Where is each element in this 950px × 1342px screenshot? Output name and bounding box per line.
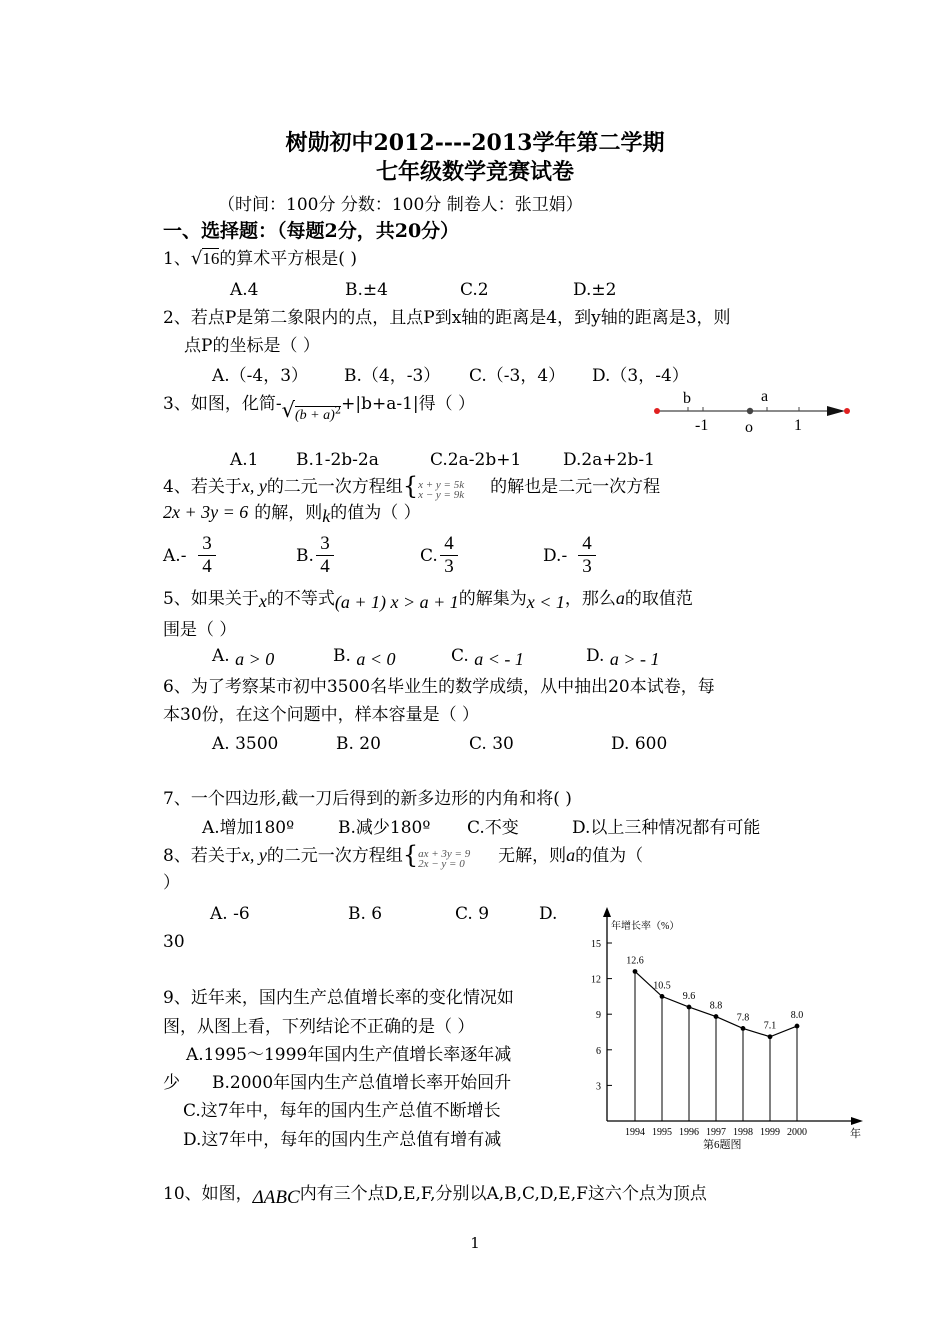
q10-text-post: 内有三个点D,E,F,分别以A,B,C,D,E,F这六个点为顶点	[299, 1184, 707, 1204]
q1-stem	[163, 249, 357, 269]
y-tick-label: 6	[596, 1045, 601, 1057]
q2-option-c: C.（-3，4）	[469, 366, 566, 386]
section-heading: 一、选择题：（每题2分，共20分）	[163, 220, 460, 242]
q9-option-a-continued: 少	[163, 1073, 180, 1093]
q5-a-label: A.	[212, 646, 230, 666]
q7-option-b: B.减少180º	[338, 818, 431, 838]
q3-stem	[163, 394, 475, 426]
q8-option-c: C. 9	[455, 904, 490, 924]
data-label: 7.8	[736, 1012, 750, 1024]
data-point	[660, 994, 665, 999]
q5-d-label: D.	[586, 646, 605, 666]
q6-line-2: 本30份，在这个问题中，样本容量是（ ）	[163, 705, 480, 725]
y-axis-arrow-icon	[603, 907, 611, 917]
y-axis-label: 年增长率（%）	[611, 921, 680, 932]
data-point	[795, 1024, 800, 1029]
q8-sys-eq1: ax + 3y = 9	[418, 848, 471, 860]
q5-option-a	[212, 646, 274, 669]
q10-line-1	[163, 1184, 707, 1208]
q8-line-1	[163, 841, 644, 870]
growth-rate-chart	[575, 905, 870, 1155]
q7-line-1: 7、一个四边形,截一刀后得到的新多边形的内角和将( )	[163, 789, 572, 809]
q4-text-pre: 4、若关于	[163, 477, 242, 497]
q5-option-c	[451, 646, 524, 669]
x-tick-label: 1997	[706, 1127, 726, 1138]
q7-option-c: C.不变	[467, 818, 519, 838]
q4-a-prefix: A.	[163, 546, 181, 566]
q4-option-c-fraction	[440, 533, 458, 578]
q10-triangle: ΔABC	[252, 1187, 300, 1208]
y-tick-label: 12	[591, 974, 601, 986]
q5-text-mid3: ，那么	[564, 589, 616, 609]
q4-a-minus: -	[180, 546, 187, 566]
q5-line-1	[163, 588, 693, 612]
q4-line-1	[163, 472, 661, 501]
q5-d-value: a > - 1	[609, 649, 660, 669]
q3-option-a: A.1	[230, 450, 259, 470]
title-line-2: 七年级数学竞赛试卷	[375, 159, 574, 185]
q4-d-prefix: D.	[543, 546, 562, 566]
q1-option-d: D.±2	[573, 280, 617, 300]
data-label: 7.1	[763, 1020, 777, 1032]
y-tick-label: 3	[596, 1081, 601, 1093]
x-tick-label: 1999	[760, 1127, 780, 1138]
q3-radicand-text: (b + a)	[294, 408, 335, 423]
q8-system	[418, 849, 498, 869]
q6-option-b: B. 20	[336, 734, 381, 754]
label-1: 1	[794, 417, 802, 434]
q4-sys-eq2: x − y = 9k	[418, 489, 465, 501]
q1-option-a: A.4	[230, 280, 259, 300]
q4-a-num: 3	[198, 533, 216, 556]
left-endpoint	[654, 408, 660, 414]
q1-number: 1、	[163, 249, 191, 269]
q8-option-b: B. 6	[348, 904, 383, 924]
q3-text-pre: 3、如图，化简-	[163, 394, 282, 414]
q2-line-1: 2、若点P是第二象限内的点，且点P到x轴的距离是4，到y轴的距离是3，则	[163, 308, 731, 328]
y-tick-label: 15	[591, 939, 601, 950]
q4-d-num: 4	[578, 533, 596, 556]
q5-line-2: 围是（ ）	[163, 620, 237, 640]
sqrt-sign: √	[281, 398, 295, 422]
q3-option-c: C.2a-2b+1	[430, 450, 522, 470]
q2-line-2: 点P的坐标是（ ）	[184, 336, 320, 356]
data-point	[768, 1034, 773, 1039]
q5-solution: x < 1	[526, 592, 565, 612]
q5-text-mid2: 的解集为	[458, 589, 527, 609]
q4-equation: 2x + 3y = 6	[163, 502, 249, 522]
right-endpoint	[844, 408, 850, 414]
q6-option-c: C. 30	[469, 734, 514, 754]
q8-text-mid: 的二元一次方程组	[266, 846, 403, 866]
y-tick-label: 9	[596, 1010, 601, 1022]
q4-text-post: 的解也是二元一次方程	[490, 477, 661, 497]
q4-c-num: 4	[440, 533, 458, 556]
sqrt-sign: √	[190, 248, 203, 269]
q9-option-c: C.这7年中，每年的国内生产总值不断增长	[183, 1101, 501, 1121]
q4-text-mid: 的二元一次方程组	[266, 477, 403, 497]
q4-option-b-label: B.	[296, 546, 314, 566]
x-tick-label: 1995	[652, 1127, 672, 1138]
q2-option-d: D.（3，-4）	[592, 366, 689, 386]
q4-option-a-label	[163, 546, 186, 566]
q3-text-post: +|b+a-1|得（ ）	[341, 394, 476, 414]
q8-text-post: 无解，则	[498, 846, 567, 866]
q8-option-a: A. -6	[210, 904, 250, 924]
q8-line-2: ）	[163, 873, 180, 893]
q9-line-2: 图，从图上看，下列结论不正确的是（ ）	[163, 1017, 475, 1037]
q4-line2-post: 的值为（ ）	[330, 503, 421, 523]
q4-option-b-fraction	[316, 533, 334, 578]
label-o: o	[745, 419, 753, 435]
q6-option-a: A. 3500	[212, 734, 279, 754]
q4-d-den: 3	[582, 556, 592, 577]
q5-x: x	[258, 591, 267, 611]
data-label: 8.8	[709, 1000, 723, 1012]
q4-line2-mid: 的解，则	[254, 503, 323, 523]
q3-exponent: 2	[334, 405, 342, 417]
q5-b-label: B.	[333, 646, 351, 666]
q7-option-d: D.以上三种情况都有可能	[572, 818, 761, 838]
q8-brace: {	[402, 841, 419, 869]
data-label: 8.0	[790, 1010, 804, 1022]
q5-option-b	[333, 646, 395, 669]
label-b: b	[683, 390, 691, 407]
q4-option-c-label: C.	[420, 546, 438, 566]
data-point	[687, 1005, 692, 1010]
q3-number-line	[645, 385, 855, 435]
q1-option-c: C.2	[460, 280, 489, 300]
q5-text-pre: 5、如果关于	[163, 589, 259, 609]
q2-option-a: A.（-4，3）	[212, 366, 309, 386]
x-tick-label: 1996	[679, 1127, 699, 1138]
data-label: 10.5	[653, 980, 671, 992]
chart-caption: 第6题图	[703, 1139, 742, 1151]
q4-a-den: 4	[202, 556, 212, 577]
q4-c-den: 3	[444, 556, 454, 577]
q4-b-num: 3	[316, 533, 334, 556]
q5-text-post: 的取值范	[624, 589, 693, 609]
q4-d-minus: -	[561, 546, 568, 566]
data-point	[714, 1014, 719, 1019]
q8-option-d-continued: 30	[163, 932, 185, 952]
q3-option-b: B.1-2b-2a	[296, 450, 379, 470]
q5-a: a	[615, 588, 625, 608]
x-tick-label: 2000	[787, 1127, 807, 1138]
q5-a-value: a > 0	[235, 649, 275, 669]
q4-sys-eq1: x + y = 5k	[418, 479, 465, 491]
q4-line-2	[163, 502, 421, 526]
data-label: 9.6	[682, 991, 696, 1003]
q7-option-a: A.增加180º	[202, 818, 295, 838]
arrow-head-icon	[827, 406, 845, 416]
x-axis-unit: 年	[850, 1128, 861, 1140]
origin-point	[747, 408, 753, 414]
x-tick-label: 1994	[625, 1127, 645, 1138]
data-point	[633, 969, 638, 974]
q1-option-b: B.±4	[345, 280, 388, 300]
q1-text: 的算术平方根是( )	[219, 249, 357, 269]
q4-option-a-fraction	[198, 533, 216, 578]
q2-option-b: B.（4，-3）	[344, 366, 441, 386]
q8-option-d: D.	[539, 904, 558, 924]
q4-option-d-label	[543, 546, 567, 566]
exam-info: （时间：100分 分数：100分 制卷人：张卫娟）	[218, 195, 583, 215]
page-number: 1	[470, 1234, 480, 1252]
data-point	[741, 1026, 746, 1031]
x-tick-label: 1998	[733, 1127, 753, 1138]
q3-radicand	[295, 406, 341, 423]
label-a: a	[761, 388, 769, 405]
q9-option-b: B.2000年国内生产总值增长率开始回升	[212, 1073, 512, 1093]
q8-vars: x, y	[241, 845, 267, 865]
q4-brace: {	[402, 472, 419, 500]
q5-text-mid: 的不等式	[266, 589, 335, 609]
q6-line-1: 6、为了考察某市初中3500名毕业生的数学成绩，从中抽出20本试卷，每	[163, 677, 715, 697]
q5-c-value: a < - 1	[474, 649, 524, 669]
q4-b-den: 4	[320, 556, 330, 577]
q6-option-d: D. 600	[611, 734, 668, 754]
q9-option-d: D.这7年中，每年的国内生产总值有增有减	[183, 1130, 502, 1150]
label-minus-1: -1	[695, 417, 709, 434]
q9-line-1: 9、近年来，国内生产总值增长率的变化情况如	[163, 988, 514, 1008]
data-label: 12.6	[626, 955, 644, 967]
q4-system	[418, 480, 490, 500]
q5-b-value: a < 0	[356, 649, 396, 669]
q9-option-a: A.1995～1999年国内生产值增长率逐年减	[186, 1045, 512, 1065]
q4-option-d-fraction	[578, 533, 596, 578]
q5-inequality: (a + 1) x > a + 1	[334, 592, 459, 612]
q4-vars: x, y	[241, 476, 267, 496]
q5-c-label: C.	[451, 646, 469, 666]
q8-text-post2: 的值为（	[575, 846, 644, 866]
q8-a: a	[566, 845, 576, 865]
title-line-1: 树勋初中2012----2013学年第二学期	[285, 130, 665, 156]
x-axis-arrow-icon	[851, 1117, 863, 1125]
q5-option-d	[586, 646, 659, 669]
q8-sys-eq2: 2x − y = 0	[418, 858, 465, 870]
q8-text-pre: 8、若关于	[163, 846, 242, 866]
q4-k: k	[322, 506, 331, 526]
q10-text-pre: 10、如图，	[163, 1184, 253, 1204]
q1-radicand: 16	[202, 249, 220, 268]
q3-option-d: D.2a+2b-1	[563, 450, 655, 470]
